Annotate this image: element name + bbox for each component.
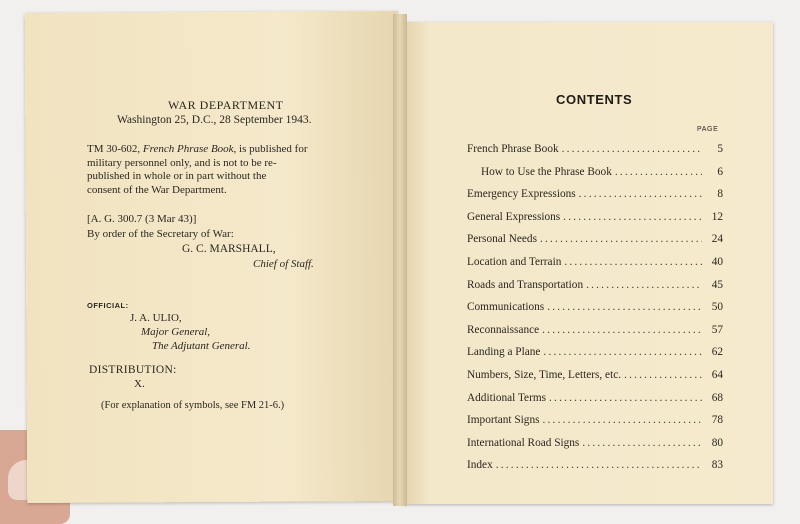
toc-entry <box>467 324 723 347</box>
left-page <box>25 11 401 503</box>
signatory-name: G. C. MARSHALL, <box>182 243 276 255</box>
toc-entry-page: 5 <box>717 143 723 155</box>
notice-tm-number: TM 30-602, <box>87 143 143 155</box>
contents-title: CONTENTS <box>556 92 633 107</box>
distribution-value: X. <box>134 378 145 390</box>
toc-entry <box>467 188 723 211</box>
toc-entry-page: 24 <box>711 233 723 246</box>
notice-line-3: published in whole or in part without the <box>87 170 267 182</box>
toc-entry-page: 50 <box>711 301 723 314</box>
toc-leader-dots <box>615 166 702 178</box>
toc-entry-label: Reconnaissance <box>467 323 540 336</box>
toc-entry-page: 40 <box>711 255 723 268</box>
distribution-label: DISTRIBUTION: <box>89 364 177 376</box>
notice-line-4: consent of the War Department. <box>87 183 227 196</box>
page-column-label: PAGE <box>697 126 719 133</box>
toc-entry-label: Index <box>467 459 493 472</box>
header-department: WAR DEPARTMENT <box>168 98 284 112</box>
toc-leader-dots <box>579 188 702 200</box>
toc-leader-dots <box>582 437 702 449</box>
toc-leader-dots <box>564 256 702 268</box>
toc-entry-page: 6 <box>717 165 723 178</box>
toc-entry-label: Communications <box>467 301 545 314</box>
toc-entry <box>467 301 723 324</box>
notice-line-2: military personnel only, and is not to be re- <box>87 156 277 169</box>
order-line: By order of the Secretary of War: <box>87 228 234 240</box>
toc-entry-label: General Expressions <box>467 210 561 223</box>
toc-leader-dots <box>547 301 702 313</box>
toc-leader-dots <box>563 211 702 223</box>
toc-leader-dots <box>586 279 702 291</box>
toc-leader-dots <box>549 392 702 404</box>
toc-entry-label: Personal Needs <box>467 233 537 246</box>
toc-entry <box>467 459 723 482</box>
reference-number: [A. G. 300.7 (3 Mar 43)] <box>87 213 197 225</box>
toc-entry-label: Landing a Plane <box>467 346 541 359</box>
toc-entry <box>467 211 723 234</box>
toc-entry-page: 83 <box>711 459 723 472</box>
symbols-explanation: (For explanation of symbols, see FM 21-6.) <box>101 400 285 411</box>
toc-leader-dots <box>542 324 702 336</box>
toc-entry-label: Additional Terms <box>467 391 547 404</box>
toc-leader-dots <box>543 414 703 426</box>
header-place-date: Washington 25, D.C., 28 September 1943. <box>117 114 312 126</box>
toc-entry <box>467 346 723 369</box>
toc-entry <box>467 233 723 256</box>
publication-notice <box>87 143 319 197</box>
toc-entry-page: 12 <box>711 210 723 223</box>
table-of-contents <box>467 143 723 482</box>
toc-entry-label: Emergency Expressions <box>467 188 576 201</box>
official-rank: Major General, <box>141 326 211 338</box>
toc-entry-label: Numbers, Size, Time, Letters, etc. <box>467 368 622 381</box>
toc-entry <box>467 166 723 189</box>
toc-leader-dots <box>540 233 702 245</box>
book-spine <box>393 14 407 506</box>
toc-entry <box>467 392 723 415</box>
official-position: The Adjutant General. <box>152 340 251 352</box>
toc-entry-page: 57 <box>711 323 723 336</box>
notice-line-1 <box>87 143 319 157</box>
toc-entry <box>467 414 723 437</box>
toc-entry <box>467 256 723 279</box>
toc-entry <box>467 143 723 166</box>
toc-entry-page: 78 <box>711 414 723 427</box>
toc-entry-label: Roads and Transportation <box>467 278 584 291</box>
notice-book-title: French Phrase Book <box>142 143 234 155</box>
toc-entry-page: 62 <box>711 346 723 359</box>
official-name: J. A. ULIO, <box>130 312 182 324</box>
toc-leader-dots <box>543 346 702 358</box>
toc-entry-page: 68 <box>711 391 723 404</box>
toc-entry-page: 80 <box>711 436 723 449</box>
toc-entry-page: 8 <box>717 188 723 201</box>
toc-entry-label: Important Signs <box>467 414 540 427</box>
toc-entry-label: How to Use the Phrase Book <box>481 165 612 178</box>
toc-leader-dots <box>562 143 702 155</box>
toc-leader-dots <box>496 459 702 471</box>
toc-entry <box>467 369 723 392</box>
notice-line-1-end: , is published for <box>233 143 308 155</box>
official-label: OFFICIAL: <box>87 301 129 310</box>
toc-entry <box>467 437 723 460</box>
toc-entry-page: 64 <box>711 368 723 381</box>
toc-entry-page: 45 <box>711 278 723 291</box>
signatory-title: Chief of Staff. <box>253 258 314 270</box>
toc-leader-dots <box>624 369 702 381</box>
toc-entry-label: French Phrase Book <box>467 143 559 155</box>
toc-entry-label: Location and Terrain <box>467 255 562 268</box>
toc-entry-label: International Road Signs <box>467 436 580 449</box>
toc-entry <box>467 279 723 302</box>
